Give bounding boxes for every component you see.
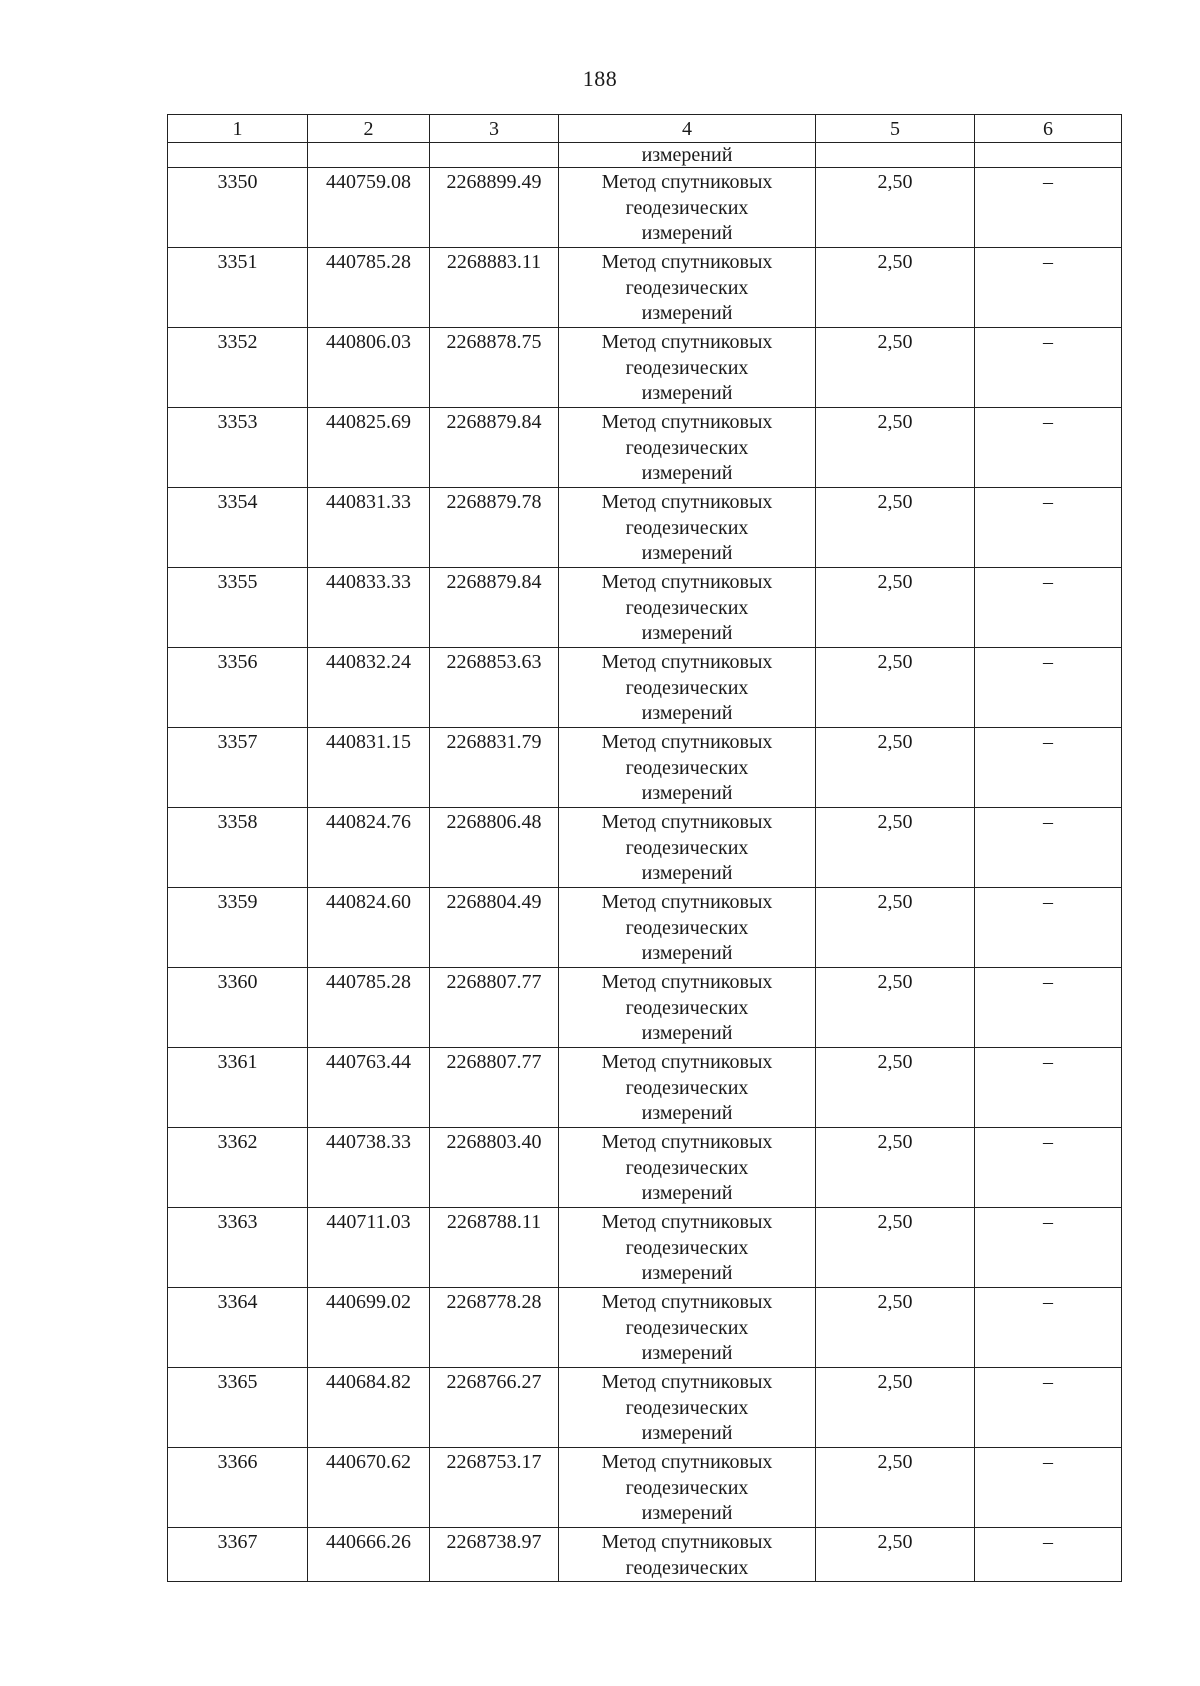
method-cell xyxy=(559,888,816,968)
point-number-cell: 3358 xyxy=(168,808,308,888)
accuracy-cell: 2,50 xyxy=(816,168,975,248)
method-line: Метод спутниковых xyxy=(601,1131,773,1153)
coord-y-cell: 2268878.75 xyxy=(430,328,559,408)
method-line: геодезических xyxy=(625,1156,749,1179)
continuation-row xyxy=(168,143,1122,168)
method-line: Метод спутниковых xyxy=(601,1051,773,1073)
header-cell: 4 xyxy=(559,115,816,143)
method-line: геодезических xyxy=(625,756,749,779)
empty-cell xyxy=(168,143,308,168)
empty-cell xyxy=(816,143,975,168)
empty-cell xyxy=(430,143,559,168)
point-number-cell: 3351 xyxy=(168,248,308,328)
point-number-cell: 3356 xyxy=(168,648,308,728)
point-number-cell: 3353 xyxy=(168,408,308,488)
note-cell: – xyxy=(975,1528,1122,1582)
coord-y-cell: 2268766.27 xyxy=(430,1368,559,1448)
method-cell xyxy=(559,1288,816,1368)
method-line: измерений xyxy=(641,542,733,564)
empty-cell xyxy=(975,143,1122,168)
method-cell xyxy=(559,328,816,408)
method-line: измерений xyxy=(641,942,733,964)
table-row xyxy=(168,328,1122,408)
coordinates-table xyxy=(167,114,1122,1582)
table-row xyxy=(168,1528,1122,1582)
method-cell xyxy=(559,1128,816,1208)
method-continuation-cell: измерений xyxy=(559,143,816,168)
method-line: измерений xyxy=(641,1102,733,1124)
method-cell xyxy=(559,808,816,888)
accuracy-cell: 2,50 xyxy=(816,408,975,488)
point-number-cell: 3357 xyxy=(168,728,308,808)
coord-x-cell: 440831.33 xyxy=(308,488,430,568)
coord-x-cell: 440738.33 xyxy=(308,1128,430,1208)
point-number-cell: 3363 xyxy=(168,1208,308,1288)
method-line: измерений xyxy=(641,702,733,724)
accuracy-cell: 2,50 xyxy=(816,328,975,408)
accuracy-cell: 2,50 xyxy=(816,1368,975,1448)
table-row xyxy=(168,1208,1122,1288)
note-cell: – xyxy=(975,328,1122,408)
coord-y-cell: 2268807.77 xyxy=(430,1048,559,1128)
accuracy-cell: 2,50 xyxy=(816,1208,975,1288)
method-line: измерений xyxy=(641,462,733,484)
method-cell xyxy=(559,168,816,248)
method-cell xyxy=(559,1528,816,1582)
note-cell: – xyxy=(975,1128,1122,1208)
coord-x-cell: 440825.69 xyxy=(308,408,430,488)
coord-y-cell: 2268807.77 xyxy=(430,968,559,1048)
note-cell: – xyxy=(975,1048,1122,1128)
page-number: 188 xyxy=(582,66,618,91)
method-line: измерений xyxy=(641,1182,733,1204)
table-row xyxy=(168,968,1122,1048)
point-number-cell: 3360 xyxy=(168,968,308,1048)
table-row xyxy=(168,1368,1122,1448)
coord-y-cell: 2268788.11 xyxy=(430,1208,559,1288)
coord-x-cell: 440806.03 xyxy=(308,328,430,408)
coord-x-cell: 440785.28 xyxy=(308,248,430,328)
point-number-cell: 3350 xyxy=(168,168,308,248)
coord-y-cell: 2268899.49 xyxy=(430,168,559,248)
method-line: Метод спутниковых xyxy=(601,811,773,833)
method-cell xyxy=(559,488,816,568)
method-line: измерений xyxy=(641,302,733,324)
method-line: Метод спутниковых xyxy=(601,251,773,273)
method-line: Метод спутниковых xyxy=(601,571,773,593)
method-line: измерений xyxy=(641,1262,733,1284)
coord-y-cell: 2268853.63 xyxy=(430,648,559,728)
method-line: Метод спутниковых xyxy=(601,331,773,353)
method-line: геодезических xyxy=(625,196,749,219)
method-cell xyxy=(559,248,816,328)
coord-y-cell: 2268753.17 xyxy=(430,1448,559,1528)
method-line: измерений xyxy=(641,862,733,884)
coord-y-cell: 2268879.78 xyxy=(430,488,559,568)
header-cell: 6 xyxy=(975,115,1122,143)
coord-x-cell: 440833.33 xyxy=(308,568,430,648)
method-line: Метод спутниковых xyxy=(601,1531,773,1553)
method-cell xyxy=(559,1048,816,1128)
coord-y-cell: 2268879.84 xyxy=(430,408,559,488)
table-row xyxy=(168,488,1122,568)
accuracy-cell: 2,50 xyxy=(816,648,975,728)
table-row xyxy=(168,648,1122,728)
table-row xyxy=(168,568,1122,648)
coord-x-cell: 440831.15 xyxy=(308,728,430,808)
coord-x-cell: 440666.26 xyxy=(308,1528,430,1582)
coord-y-cell: 2268803.40 xyxy=(430,1128,559,1208)
method-line: геодезических xyxy=(625,1476,749,1499)
coord-x-cell: 440824.60 xyxy=(308,888,430,968)
method-line: Метод спутниковых xyxy=(601,1371,773,1393)
table-row xyxy=(168,888,1122,968)
method-cell xyxy=(559,1448,816,1528)
note-cell: – xyxy=(975,408,1122,488)
table-row xyxy=(168,248,1122,328)
note-cell: – xyxy=(975,648,1122,728)
note-cell: – xyxy=(975,728,1122,808)
method-line: Метод спутниковых xyxy=(601,651,773,673)
note-cell: – xyxy=(975,568,1122,648)
header-cell: 3 xyxy=(430,115,559,143)
method-line: геодезических xyxy=(625,1236,749,1259)
method-line: измерений xyxy=(641,1502,733,1524)
method-line: геодезических xyxy=(625,836,749,859)
method-cell xyxy=(559,568,816,648)
method-line: геодезических xyxy=(625,1076,749,1099)
point-number-cell: 3366 xyxy=(168,1448,308,1528)
point-number-cell: 3354 xyxy=(168,488,308,568)
accuracy-cell: 2,50 xyxy=(816,1128,975,1208)
coord-x-cell: 440684.82 xyxy=(308,1368,430,1448)
method-line: Метод спутниковых xyxy=(601,1211,773,1233)
method-line: геодезических xyxy=(625,1396,749,1419)
coord-y-cell: 2268778.28 xyxy=(430,1288,559,1368)
coord-x-cell: 440763.44 xyxy=(308,1048,430,1128)
point-number-cell: 3352 xyxy=(168,328,308,408)
coord-x-cell: 440699.02 xyxy=(308,1288,430,1368)
accuracy-cell: 2,50 xyxy=(816,808,975,888)
method-line: Метод спутниковых xyxy=(601,1291,773,1313)
coord-x-cell: 440759.08 xyxy=(308,168,430,248)
method-line: измерений xyxy=(641,1342,733,1364)
coord-y-cell: 2268806.48 xyxy=(430,808,559,888)
header-row xyxy=(168,115,1122,143)
method-line: геодезических xyxy=(625,516,749,539)
method-line: геодезических xyxy=(625,1556,749,1579)
method-line: измерений xyxy=(641,782,733,804)
method-line: геодезических xyxy=(625,916,749,939)
method-cell xyxy=(559,1208,816,1288)
coord-y-cell: 2268883.11 xyxy=(430,248,559,328)
method-line: геодезических xyxy=(625,1316,749,1339)
point-number-cell: 3367 xyxy=(168,1528,308,1582)
accuracy-cell: 2,50 xyxy=(816,1528,975,1582)
table-body xyxy=(168,115,1122,1582)
method-line: измерений xyxy=(641,622,733,644)
method-line: геодезических xyxy=(625,276,749,299)
method-line: Метод спутниковых xyxy=(601,411,773,433)
table-row xyxy=(168,1288,1122,1368)
method-line: Метод спутниковых xyxy=(601,1451,773,1473)
point-number-cell: 3359 xyxy=(168,888,308,968)
accuracy-cell: 2,50 xyxy=(816,1048,975,1128)
note-cell: – xyxy=(975,808,1122,888)
note-cell: – xyxy=(975,888,1122,968)
point-number-cell: 3362 xyxy=(168,1128,308,1208)
method-line: Метод спутниковых xyxy=(601,171,773,193)
method-cell xyxy=(559,728,816,808)
accuracy-cell: 2,50 xyxy=(816,1288,975,1368)
point-number-cell: 3361 xyxy=(168,1048,308,1128)
note-cell: – xyxy=(975,168,1122,248)
method-line: Метод спутниковых xyxy=(601,971,773,993)
method-line: Метод спутниковых xyxy=(601,891,773,913)
header-cell: 1 xyxy=(168,115,308,143)
note-cell: – xyxy=(975,1448,1122,1528)
coord-y-cell: 2268804.49 xyxy=(430,888,559,968)
table-row xyxy=(168,728,1122,808)
accuracy-cell: 2,50 xyxy=(816,248,975,328)
table-row xyxy=(168,808,1122,888)
method-cell xyxy=(559,968,816,1048)
method-line: геодезических xyxy=(625,356,749,379)
accuracy-cell: 2,50 xyxy=(816,888,975,968)
note-cell: – xyxy=(975,1368,1122,1448)
method-line: Метод спутниковых xyxy=(601,731,773,753)
method-line: измерений xyxy=(641,222,733,244)
method-line: геодезических xyxy=(625,676,749,699)
note-cell: – xyxy=(975,968,1122,1048)
header-cell: 5 xyxy=(816,115,975,143)
header-cell: 2 xyxy=(308,115,430,143)
accuracy-cell: 2,50 xyxy=(816,488,975,568)
accuracy-cell: 2,50 xyxy=(816,1448,975,1528)
coord-x-cell: 440670.62 xyxy=(308,1448,430,1528)
coord-y-cell: 2268879.84 xyxy=(430,568,559,648)
method-line: геодезических xyxy=(625,436,749,459)
method-cell xyxy=(559,408,816,488)
method-line: измерений xyxy=(641,1022,733,1044)
note-cell: – xyxy=(975,488,1122,568)
note-cell: – xyxy=(975,248,1122,328)
accuracy-cell: 2,50 xyxy=(816,968,975,1048)
table-row xyxy=(168,1048,1122,1128)
coord-x-cell: 440824.76 xyxy=(308,808,430,888)
method-cell xyxy=(559,1368,816,1448)
coord-x-cell: 440711.03 xyxy=(308,1208,430,1288)
method-line: измерений xyxy=(641,382,733,404)
note-cell: – xyxy=(975,1208,1122,1288)
method-line: геодезических xyxy=(625,996,749,1019)
coord-x-cell: 440832.24 xyxy=(308,648,430,728)
table-row xyxy=(168,168,1122,248)
table-row xyxy=(168,408,1122,488)
method-line: измерений xyxy=(641,1422,733,1444)
accuracy-cell: 2,50 xyxy=(816,568,975,648)
coord-y-cell: 2268831.79 xyxy=(430,728,559,808)
method-line: геодезических xyxy=(625,596,749,619)
table-row xyxy=(168,1128,1122,1208)
point-number-cell: 3365 xyxy=(168,1368,308,1448)
coord-y-cell: 2268738.97 xyxy=(430,1528,559,1582)
point-number-cell: 3355 xyxy=(168,568,308,648)
note-cell: – xyxy=(975,1288,1122,1368)
method-cell xyxy=(559,648,816,728)
coord-x-cell: 440785.28 xyxy=(308,968,430,1048)
accuracy-cell: 2,50 xyxy=(816,728,975,808)
empty-cell xyxy=(308,143,430,168)
point-number-cell: 3364 xyxy=(168,1288,308,1368)
method-line: Метод спутниковых xyxy=(601,491,773,513)
table-row xyxy=(168,1448,1122,1528)
